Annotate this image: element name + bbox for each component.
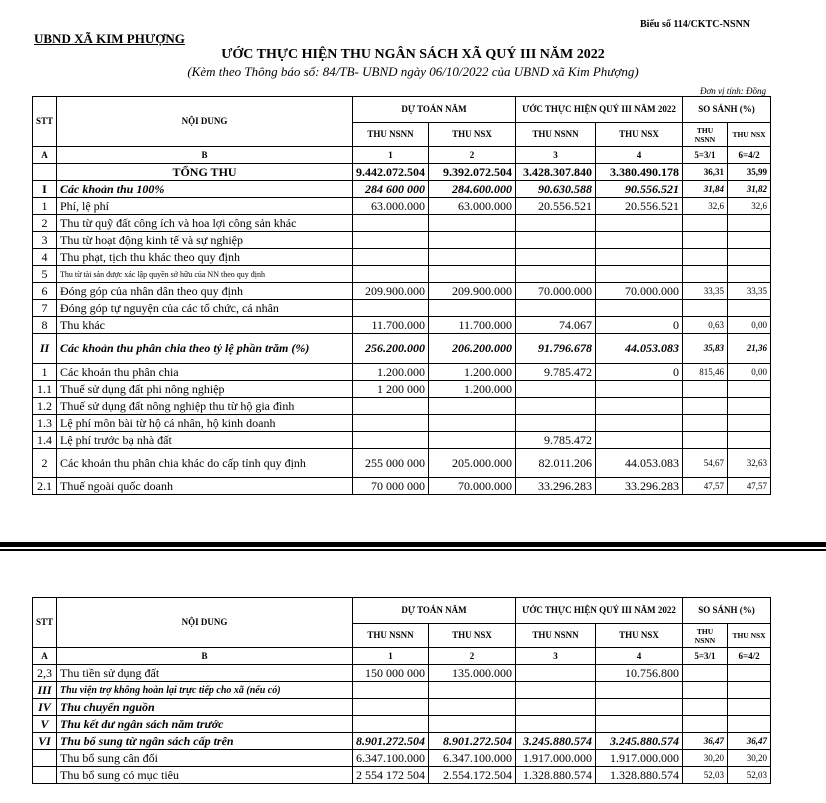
table-row bbox=[33, 750, 771, 767]
estimate-nsx-value: 205.000.000 bbox=[429, 449, 516, 478]
compare-nsx-pct: 52,03 bbox=[728, 767, 771, 784]
row-stt: 2 bbox=[33, 215, 57, 232]
actual-nsx-value: 44.053.083 bbox=[596, 449, 683, 478]
estimate-nsnn-value: 63.000.000 bbox=[353, 198, 429, 215]
estimate-nsx-value bbox=[429, 249, 516, 266]
estimate-nsnn-value bbox=[353, 432, 429, 449]
row-stt: 1.2 bbox=[33, 398, 57, 415]
actual-nsnn-value: 3.428.307.840 bbox=[516, 164, 596, 181]
compare-nsx-pct: 32,6 bbox=[728, 198, 771, 215]
compare-nsx-pct bbox=[728, 699, 771, 716]
row-stt: 5 bbox=[33, 266, 57, 283]
col-estimate-header: DỰ TOÁN NĂM bbox=[353, 598, 516, 624]
estimate-nsx-value: 135.000.000 bbox=[429, 665, 516, 682]
table-row bbox=[33, 716, 771, 733]
estimate-nsnn-value bbox=[353, 232, 429, 249]
compare-nsx-pct bbox=[728, 266, 771, 283]
row-content: Thu kết dư ngân sách năm trước bbox=[57, 716, 353, 733]
row-stt: 1 bbox=[33, 364, 57, 381]
estimate-nsx-value bbox=[429, 415, 516, 432]
actual-nsx-value: 3.245.880.574 bbox=[596, 733, 683, 750]
compare-nsx-pct bbox=[728, 398, 771, 415]
table-2-body bbox=[33, 665, 771, 784]
compare-nsx-pct bbox=[728, 665, 771, 682]
estimate-nsnn-value: 2 554 172 504 bbox=[353, 767, 429, 784]
estimate-nsnn-value bbox=[353, 682, 429, 699]
table-row bbox=[33, 682, 771, 699]
row-stt: 2,3 bbox=[33, 665, 57, 682]
estimate-nsnn-value: 284 600 000 bbox=[353, 181, 429, 198]
row-stt: 1.3 bbox=[33, 415, 57, 432]
actual-nsnn-value bbox=[516, 232, 596, 249]
row-stt: 1 bbox=[33, 198, 57, 215]
col-content-header: NỘI DUNG bbox=[57, 97, 353, 147]
subcol-thu-nsnn: THU NSNN bbox=[353, 624, 429, 648]
index-cell: 2 bbox=[429, 147, 516, 164]
actual-nsnn-value bbox=[516, 665, 596, 682]
row-content: Thu bổ sung từ ngân sách cấp trên bbox=[57, 733, 353, 750]
estimate-nsnn-value bbox=[353, 300, 429, 317]
actual-nsnn-value: 1.328.880.574 bbox=[516, 767, 596, 784]
compare-nsnn-pct: 35,83 bbox=[683, 334, 728, 364]
subcol-thu-nsnn: THU NSNN bbox=[353, 123, 429, 147]
row-content: Các khoản thu phân chia bbox=[57, 364, 353, 381]
actual-nsnn-value: 70.000.000 bbox=[516, 283, 596, 300]
actual-nsnn-value: 82.011.206 bbox=[516, 449, 596, 478]
actual-nsx-value: 90.556.521 bbox=[596, 181, 683, 198]
actual-nsnn-value: 9.785.472 bbox=[516, 364, 596, 381]
actual-nsx-value: 0 bbox=[596, 317, 683, 334]
compare-nsnn-pct: 54,67 bbox=[683, 449, 728, 478]
actual-nsx-value bbox=[596, 398, 683, 415]
estimate-nsx-value bbox=[429, 398, 516, 415]
col-stt-header: STT bbox=[33, 598, 57, 648]
actual-nsx-value: 33.296.283 bbox=[596, 478, 683, 495]
compare-nsx-pct: 30,20 bbox=[728, 750, 771, 767]
estimate-nsx-value bbox=[429, 682, 516, 699]
subcol-thu-nsx: THU NSX bbox=[429, 624, 516, 648]
compare-nsx-pct: 35,99 bbox=[728, 164, 771, 181]
actual-nsnn-value bbox=[516, 266, 596, 283]
row-content: Thu viện trợ không hoàn lại trực tiếp cho xã (nếu có) bbox=[57, 682, 353, 699]
actual-nsx-value bbox=[596, 699, 683, 716]
actual-nsnn-value bbox=[516, 300, 596, 317]
table-row bbox=[33, 198, 771, 215]
estimate-nsnn-value: 1 200 000 bbox=[353, 381, 429, 398]
compare-nsnn-pct bbox=[683, 432, 728, 449]
actual-nsx-value bbox=[596, 716, 683, 733]
row-content: Thu bổ sung cân đối bbox=[57, 750, 353, 767]
estimate-nsx-value bbox=[429, 232, 516, 249]
compare-nsnn-pct bbox=[683, 266, 728, 283]
col-compare-header: SO SÁNH (%) bbox=[683, 598, 771, 624]
compare-nsnn-pct bbox=[683, 415, 728, 432]
row-stt: 2 bbox=[33, 449, 57, 478]
index-cell: 2 bbox=[429, 648, 516, 665]
compare-nsx-pct bbox=[728, 232, 771, 249]
compare-nsnn-pct bbox=[683, 215, 728, 232]
actual-nsnn-value: 3.245.880.574 bbox=[516, 733, 596, 750]
row-content: Các khoản thu phân chia khác do cấp tỉnh quy định bbox=[57, 449, 353, 478]
row-stt bbox=[33, 767, 57, 784]
table-row bbox=[33, 398, 771, 415]
compare-nsnn-pct: 815,46 bbox=[683, 364, 728, 381]
row-stt: III bbox=[33, 682, 57, 699]
actual-nsnn-value: 90.630.588 bbox=[516, 181, 596, 198]
compare-nsnn-pct bbox=[683, 300, 728, 317]
actual-nsx-value: 10.756.800 bbox=[596, 665, 683, 682]
row-stt bbox=[33, 164, 57, 181]
col-content-header: NỘI DUNG bbox=[57, 598, 353, 648]
actual-nsnn-value: 33.296.283 bbox=[516, 478, 596, 495]
table-row bbox=[33, 266, 771, 283]
estimate-nsx-value bbox=[429, 716, 516, 733]
row-stt: 3 bbox=[33, 232, 57, 249]
compare-nsx-pct: 33,35 bbox=[728, 283, 771, 300]
table-row bbox=[33, 665, 771, 682]
compare-nsx-pct bbox=[728, 381, 771, 398]
actual-nsx-value bbox=[596, 215, 683, 232]
compare-nsnn-pct bbox=[683, 232, 728, 249]
row-stt: 4 bbox=[33, 249, 57, 266]
actual-nsx-value bbox=[596, 381, 683, 398]
compare-nsx-pct bbox=[728, 415, 771, 432]
estimate-nsx-value bbox=[429, 432, 516, 449]
compare-nsnn-pct: 31,84 bbox=[683, 181, 728, 198]
row-content: Thu bổ sung có mục tiêu bbox=[57, 767, 353, 784]
table-row bbox=[33, 249, 771, 266]
estimate-nsx-value: 6.347.100.000 bbox=[429, 750, 516, 767]
currency-unit: Đơn vị tính: Đồng bbox=[700, 86, 767, 96]
organization-name: UBND XÃ KIM PHƯỢNG bbox=[34, 31, 185, 46]
table-row bbox=[33, 432, 771, 449]
row-content: Thuế sử dụng đất nông nghiệp thu từ hộ gia đình bbox=[57, 398, 353, 415]
estimate-nsx-value: 284.600.000 bbox=[429, 181, 516, 198]
row-stt: VI bbox=[33, 733, 57, 750]
subcol-thu-nsx: THU NSX bbox=[429, 123, 516, 147]
col-actual-header: ƯỚC THỰC HIỆN QUÝ III NĂM 2022 bbox=[516, 598, 683, 624]
row-content: Thuế sử dụng đất phi nông nghiệp bbox=[57, 381, 353, 398]
compare-nsx-pct bbox=[728, 249, 771, 266]
row-stt: V bbox=[33, 716, 57, 733]
subcol-thu-nsnn-small: THU NSNN bbox=[683, 123, 728, 147]
actual-nsx-value bbox=[596, 432, 683, 449]
estimate-nsx-value bbox=[429, 215, 516, 232]
estimate-nsx-value: 9.392.072.504 bbox=[429, 164, 516, 181]
subcol-thu-nsx-small: THU NSX bbox=[728, 624, 771, 648]
estimate-nsx-value: 70.000.000 bbox=[429, 478, 516, 495]
index-row bbox=[33, 648, 771, 665]
estimate-nsnn-value: 70 000 000 bbox=[353, 478, 429, 495]
index-cell: 4 bbox=[596, 147, 683, 164]
estimate-nsnn-value: 9.442.072.504 bbox=[353, 164, 429, 181]
actual-nsnn-value: 9.785.472 bbox=[516, 432, 596, 449]
actual-nsx-value bbox=[596, 300, 683, 317]
actual-nsx-value bbox=[596, 232, 683, 249]
compare-nsnn-pct: 0,63 bbox=[683, 317, 728, 334]
index-cell: 3 bbox=[516, 648, 596, 665]
index-cell: 5=3/1 bbox=[683, 648, 728, 665]
row-content: Đóng góp của nhân dân theo quy định bbox=[57, 283, 353, 300]
actual-nsx-value: 0 bbox=[596, 364, 683, 381]
estimate-nsnn-value: 255 000 000 bbox=[353, 449, 429, 478]
table-row bbox=[33, 300, 771, 317]
subcol-thu-nsnn: THU NSNN bbox=[516, 123, 596, 147]
compare-nsx-pct bbox=[728, 215, 771, 232]
estimate-nsnn-value bbox=[353, 249, 429, 266]
row-stt: 1.1 bbox=[33, 381, 57, 398]
compare-nsnn-pct bbox=[683, 699, 728, 716]
actual-nsnn-value bbox=[516, 381, 596, 398]
index-cell: B bbox=[57, 147, 353, 164]
index-cell: B bbox=[57, 648, 353, 665]
table-row bbox=[33, 381, 771, 398]
compare-nsnn-pct: 32,6 bbox=[683, 198, 728, 215]
table-row bbox=[33, 181, 771, 198]
table-row bbox=[33, 334, 771, 364]
table-row bbox=[33, 733, 771, 750]
index-cell: 5=3/1 bbox=[683, 147, 728, 164]
compare-nsnn-pct bbox=[683, 249, 728, 266]
index-cell: 4 bbox=[596, 648, 683, 665]
compare-nsx-pct: 0,00 bbox=[728, 364, 771, 381]
table-row bbox=[33, 164, 771, 181]
compare-nsnn-pct bbox=[683, 381, 728, 398]
estimate-nsx-value bbox=[429, 300, 516, 317]
subcol-thu-nsnn: THU NSNN bbox=[516, 624, 596, 648]
table-row bbox=[33, 699, 771, 716]
subcol-thu-nsx-small: THU NSX bbox=[728, 123, 771, 147]
row-content: Thu từ quỹ đất công ích và hoa lợi công sản khác bbox=[57, 215, 353, 232]
row-content: Thu khác bbox=[57, 317, 353, 334]
row-content: Lệ phí trước bạ nhà đất bbox=[57, 432, 353, 449]
compare-nsnn-pct bbox=[683, 682, 728, 699]
actual-nsx-value bbox=[596, 682, 683, 699]
row-stt: 6 bbox=[33, 283, 57, 300]
table-row bbox=[33, 215, 771, 232]
compare-nsx-pct: 36,47 bbox=[728, 733, 771, 750]
estimate-nsnn-value: 11.700.000 bbox=[353, 317, 429, 334]
index-cell: 1 bbox=[353, 147, 429, 164]
actual-nsx-value bbox=[596, 415, 683, 432]
actual-nsnn-value bbox=[516, 249, 596, 266]
actual-nsx-value bbox=[596, 249, 683, 266]
table-row bbox=[33, 232, 771, 249]
estimate-nsnn-value: 1.200.000 bbox=[353, 364, 429, 381]
estimate-nsnn-value bbox=[353, 266, 429, 283]
row-content: Thu phạt, tịch thu khác theo quy định bbox=[57, 249, 353, 266]
estimate-nsx-value: 8.901.272.504 bbox=[429, 733, 516, 750]
col-actual-header: ƯỚC THỰC HIỆN QUÝ III NĂM 2022 bbox=[516, 97, 683, 123]
estimate-nsnn-value: 150 000 000 bbox=[353, 665, 429, 682]
compare-nsx-pct bbox=[728, 682, 771, 699]
row-stt: 7 bbox=[33, 300, 57, 317]
row-content: Thu từ tài sản được xác lập quyền sở hữu của NN theo quy định bbox=[57, 266, 353, 283]
compare-nsnn-pct: 33,35 bbox=[683, 283, 728, 300]
col-stt-header: STT bbox=[33, 97, 57, 147]
actual-nsnn-value bbox=[516, 716, 596, 733]
actual-nsnn-value: 74.067 bbox=[516, 317, 596, 334]
row-content: Phí, lệ phí bbox=[57, 198, 353, 215]
estimate-nsnn-value: 8.901.272.504 bbox=[353, 733, 429, 750]
actual-nsnn-value bbox=[516, 415, 596, 432]
row-content: TỔNG THU bbox=[57, 164, 353, 181]
compare-nsx-pct bbox=[728, 716, 771, 733]
actual-nsx-value: 44.053.083 bbox=[596, 334, 683, 364]
table-row bbox=[33, 478, 771, 495]
actual-nsnn-value bbox=[516, 699, 596, 716]
actual-nsx-value: 20.556.521 bbox=[596, 198, 683, 215]
document-title: ƯỚC THỰC HIỆN THU NGÂN SÁCH XÃ QUÝ III NĂM 2022 bbox=[221, 47, 605, 62]
form-code: Biểu số 114/CKTC-NSNN bbox=[640, 19, 751, 30]
index-cell: A bbox=[33, 147, 57, 164]
compare-nsx-pct: 47,57 bbox=[728, 478, 771, 495]
actual-nsx-value: 3.380.490.178 bbox=[596, 164, 683, 181]
row-content: Đóng góp tự nguyện của các tổ chức, cá nhân bbox=[57, 300, 353, 317]
table-row bbox=[33, 283, 771, 300]
estimate-nsnn-value: 256.200.000 bbox=[353, 334, 429, 364]
row-stt bbox=[33, 750, 57, 767]
row-stt: 2.1 bbox=[33, 478, 57, 495]
actual-nsx-value bbox=[596, 266, 683, 283]
compare-nsnn-pct: 36,31 bbox=[683, 164, 728, 181]
estimate-nsnn-value bbox=[353, 398, 429, 415]
row-stt: IV bbox=[33, 699, 57, 716]
compare-nsx-pct: 31,82 bbox=[728, 181, 771, 198]
budget-table-part-2 bbox=[32, 597, 771, 784]
subcol-thu-nsnn-small: THU NSNN bbox=[683, 624, 728, 648]
col-estimate-header: DỰ TOÁN NĂM bbox=[353, 97, 516, 123]
row-content: Thu từ hoạt động kinh tế và sự nghiệp bbox=[57, 232, 353, 249]
col-compare-header: SO SÁNH (%) bbox=[683, 97, 771, 123]
estimate-nsx-value bbox=[429, 266, 516, 283]
row-stt: 8 bbox=[33, 317, 57, 334]
index-cell: A bbox=[33, 648, 57, 665]
compare-nsnn-pct: 36,47 bbox=[683, 733, 728, 750]
estimate-nsx-value: 2.554.172.504 bbox=[429, 767, 516, 784]
actual-nsx-value: 1.328.880.574 bbox=[596, 767, 683, 784]
compare-nsnn-pct bbox=[683, 716, 728, 733]
compare-nsnn-pct: 52,03 bbox=[683, 767, 728, 784]
row-stt: 1.4 bbox=[33, 432, 57, 449]
actual-nsnn-value: 1.917.000.000 bbox=[516, 750, 596, 767]
estimate-nsnn-value bbox=[353, 699, 429, 716]
compare-nsnn-pct bbox=[683, 665, 728, 682]
index-cell: 6=4/2 bbox=[728, 147, 771, 164]
header-row bbox=[33, 598, 771, 624]
estimate-nsnn-value: 6.347.100.000 bbox=[353, 750, 429, 767]
row-content: Thuế ngoài quốc doanh bbox=[57, 478, 353, 495]
index-cell: 6=4/2 bbox=[728, 648, 771, 665]
estimate-nsx-value: 1.200.000 bbox=[429, 364, 516, 381]
estimate-nsx-value: 1.200.000 bbox=[429, 381, 516, 398]
actual-nsx-value: 70.000.000 bbox=[596, 283, 683, 300]
page-divider bbox=[0, 549, 826, 551]
row-stt: I bbox=[33, 181, 57, 198]
table-row bbox=[33, 317, 771, 334]
actual-nsx-value: 1.917.000.000 bbox=[596, 750, 683, 767]
actual-nsnn-value: 91.796.678 bbox=[516, 334, 596, 364]
estimate-nsnn-value: 209.900.000 bbox=[353, 283, 429, 300]
row-content: Các khoản thu phân chia theo tỷ lệ phần trăm (%) bbox=[57, 334, 353, 364]
table-row bbox=[33, 449, 771, 478]
table-row bbox=[33, 364, 771, 381]
actual-nsnn-value bbox=[516, 215, 596, 232]
row-content: Các khoản thu 100% bbox=[57, 181, 353, 198]
compare-nsx-pct: 21,36 bbox=[728, 334, 771, 364]
header-row bbox=[33, 97, 771, 123]
estimate-nsnn-value bbox=[353, 415, 429, 432]
estimate-nsnn-value bbox=[353, 215, 429, 232]
page-divider bbox=[0, 542, 826, 547]
compare-nsnn-pct: 30,20 bbox=[683, 750, 728, 767]
row-stt: II bbox=[33, 334, 57, 364]
budget-table-part-1 bbox=[32, 96, 771, 495]
estimate-nsx-value: 11.700.000 bbox=[429, 317, 516, 334]
index-row bbox=[33, 147, 771, 164]
table-1-body bbox=[33, 164, 771, 495]
table-row bbox=[33, 767, 771, 784]
compare-nsx-pct: 0,00 bbox=[728, 317, 771, 334]
compare-nsnn-pct bbox=[683, 398, 728, 415]
table-row bbox=[33, 415, 771, 432]
actual-nsnn-value: 20.556.521 bbox=[516, 198, 596, 215]
row-content: Lệ phí môn bài từ hộ cá nhân, hộ kinh doanh bbox=[57, 415, 353, 432]
row-content: Thu chuyển nguồn bbox=[57, 699, 353, 716]
compare-nsnn-pct: 47,57 bbox=[683, 478, 728, 495]
actual-nsnn-value bbox=[516, 398, 596, 415]
estimate-nsnn-value bbox=[353, 716, 429, 733]
estimate-nsx-value: 206.200.000 bbox=[429, 334, 516, 364]
actual-nsnn-value bbox=[516, 682, 596, 699]
document-subtitle: (Kèm theo Thông báo số: 84/TB- UBND ngày 06/10/2022 của UBND xã Kim Phượng) bbox=[187, 64, 639, 79]
index-cell: 3 bbox=[516, 147, 596, 164]
row-content: Thu tiền sử dụng đất bbox=[57, 665, 353, 682]
compare-nsx-pct: 32,63 bbox=[728, 449, 771, 478]
compare-nsx-pct bbox=[728, 432, 771, 449]
estimate-nsx-value: 209.900.000 bbox=[429, 283, 516, 300]
subcol-thu-nsx: THU NSX bbox=[596, 123, 683, 147]
compare-nsx-pct bbox=[728, 300, 771, 317]
index-cell: 1 bbox=[353, 648, 429, 665]
estimate-nsx-value: 63.000.000 bbox=[429, 198, 516, 215]
subcol-thu-nsx: THU NSX bbox=[596, 624, 683, 648]
estimate-nsx-value bbox=[429, 699, 516, 716]
